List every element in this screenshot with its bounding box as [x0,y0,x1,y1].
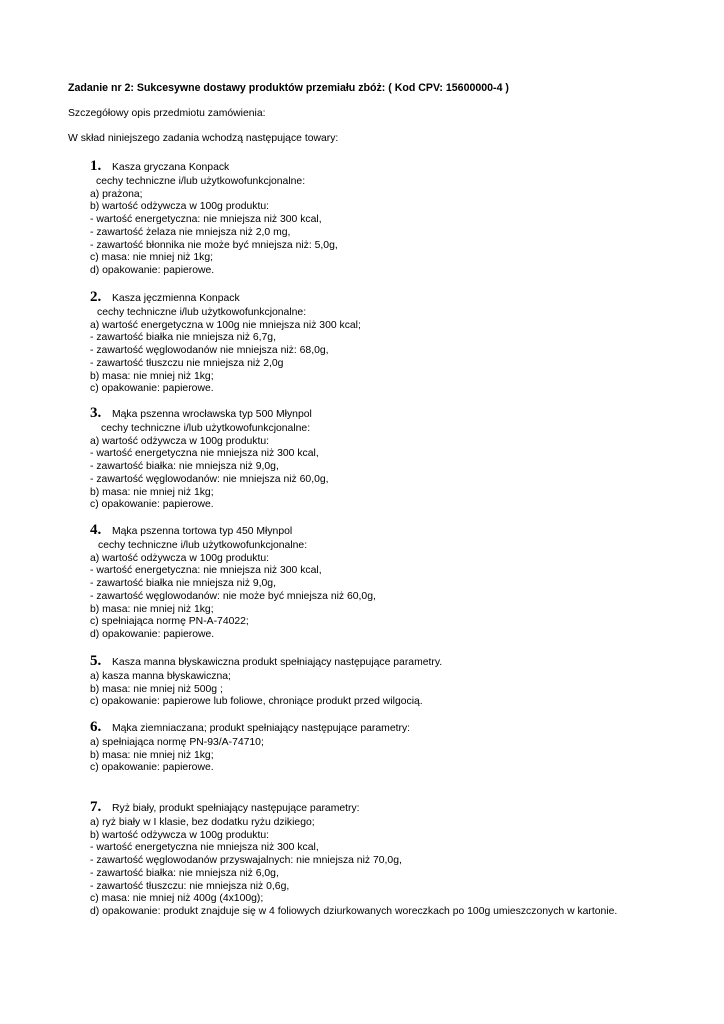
item-detail-line: c) opakowanie: papierowe. [90,383,214,395]
item-detail-line: - zawartość węglowodanów: nie mniejsza niż 60,0g, [90,473,329,485]
item-detail-line: a) kasza manna błyskawiczna; [90,671,231,682]
item-detail-line: b) wartość odżywcza w 100g produktu: [90,201,270,213]
item-detail-line: a) spełniająca normę PN-93/A-74710; [90,737,264,748]
item-detail-line: b) masa: nie mniej niż 1kg; [90,486,214,498]
item-detail-line: d) opakowanie: produkt znajduje się w 4 foliowych dziurkowanych woreczkach po 100g umieszczonych w kartonie. [90,905,618,917]
item-number: 3. [90,405,102,421]
item-detail-line: b) masa: nie mniej niż 1kg; [90,370,214,382]
item-detail-line: - zawartość tłuszczu nie mniejsza niż 2,0g [90,357,284,369]
item-detail-line: a) wartość odżywcza w 100g produktu: [90,435,270,447]
item-heading [90,158,229,176]
item-heading [90,522,292,540]
item-detail-line: cechy techniczne i/lub użytkowofunkcjonalne: [98,540,308,551]
item-name: Kasza jęczmienna Konpack [112,293,240,304]
item-detail-line: - zawartość białka: nie mniejsza niż 6,0g, [90,867,279,879]
item-detail-line: c) masa: nie mniej niż 1kg; [90,252,214,264]
item-detail-line: d) opakowanie: papierowe. [90,628,215,640]
item-name: Mąka pszenna wrocławska typ 500 Młynpol [112,409,312,420]
item-detail-line: b) masa: nie mniej niż 1kg; [90,749,214,761]
item-number: 1. [90,158,102,174]
item-detail-line: - zawartość węglowodanów nie mniejsza niż: 68,0g, [90,345,329,357]
item-name: Mąka ziemniaczana; produkt spełniający następujące parametry: [112,723,411,734]
item-number: 6. [90,719,102,735]
item-detail-line: a) wartość odżywcza w 100g produktu: [90,552,270,564]
item-detail-line: d) opakowanie: papierowe. [90,264,215,276]
document-title: Zadanie nr 2: Sukcesywne dostawy produktów przemiału zbóż: ( Kod CPV: 15600000-4 ) [68,82,509,94]
item-detail-line: - zawartość węglowodanów przyswajalnych: nie mniejsza niż 70,0g, [90,855,402,867]
item-name: Mąka pszenna tortowa typ 450 Młynpol [112,526,293,537]
item-detail-line: - wartość energetyczna: nie mniejsza niż 300 kcal, [90,214,322,226]
item-number: 7. [90,799,102,815]
item-name: Kasza manna błyskawiczna produkt spełniający następujące parametry. [112,657,443,668]
item-detail-line: c) masa: nie mniej niż 400g (4x100g); [90,893,264,905]
item-heading [90,653,442,671]
item-detail-line: - zawartość tłuszczu: nie mniejsza niż 0,6g, [90,880,290,892]
item-detail-line: - zawartość białka nie mniejsza niż 9,0g, [90,578,276,590]
item-heading [90,799,360,817]
item-detail-line: cechy techniczne i/lub użytkowofunkcjonalne: [101,423,311,434]
item-detail-line: c) spełniająca normę PN-A-74022; [90,616,249,628]
intro-description-heading: Szczegółowy opis przedmiotu zamówienia: [68,108,266,119]
item-detail-line: c) opakowanie: papierowe. [90,499,214,511]
item-number: 2. [90,289,102,305]
item-detail-line: a) prażona; [90,188,143,200]
item-heading [90,719,410,737]
item-detail-line: - zawartość białka: nie mniejsza niż 9,0g, [90,461,279,473]
item-detail-line: - wartość energetyczna nie mniejsza niż 300 kcal, [90,448,319,460]
item-detail-line: a) wartość energetyczna w 100g nie mniejsza niż 300 kcal; [90,319,361,331]
item-detail-line: - wartość energetyczna: nie mniejsza niż 300 kcal, [90,565,322,577]
item-detail-line: cechy techniczne i/lub użytkowofunkcjonalne: [97,307,307,318]
item-detail-line: - zawartość żelaza nie mniejsza niż 2,0 mg, [90,226,291,238]
item-name: Kasza gryczana Konpack [112,162,230,173]
item-number: 4. [90,522,102,538]
item-detail-line: a) ryż biały w I klasie, bez dodatku ryżu dzikiego; [90,817,315,828]
item-name: Ryż biały, produkt spełniający następujące parametry: [112,803,360,814]
item-detail-line: - wartość energetyczna nie mniejsza niż 300 kcal, [90,842,319,854]
item-detail-line: c) opakowanie: papierowe. [90,762,214,774]
item-number: 5. [90,653,102,669]
item-detail-line: cechy techniczne i/lub użytkowofunkcjonalne: [96,176,306,187]
item-detail-line: - zawartość białka nie mniejsza niż 6,7g, [90,332,276,344]
intro-items-heading: W skład niniejszego zadania wchodzą następujące towary: [68,133,339,144]
item-heading [90,405,312,423]
item-detail-line: c) opakowanie: papierowe lub foliowe, chroniące produkt przed wilgocią. [90,696,423,708]
item-detail-line: b) wartość odżywcza w 100g produktu: [90,829,270,841]
item-heading [90,289,240,307]
item-detail-line: b) masa: nie mniej niż 1kg; [90,603,214,615]
item-detail-line: - zawartość błonnika nie może być mniejsza niż: 5,0g, [90,239,338,251]
item-detail-line: - zawartość węglowodanów: nie może być mniejsza niż 60,0g, [90,590,376,602]
item-detail-line: b) masa: nie mniej niż 500g ; [90,683,223,695]
